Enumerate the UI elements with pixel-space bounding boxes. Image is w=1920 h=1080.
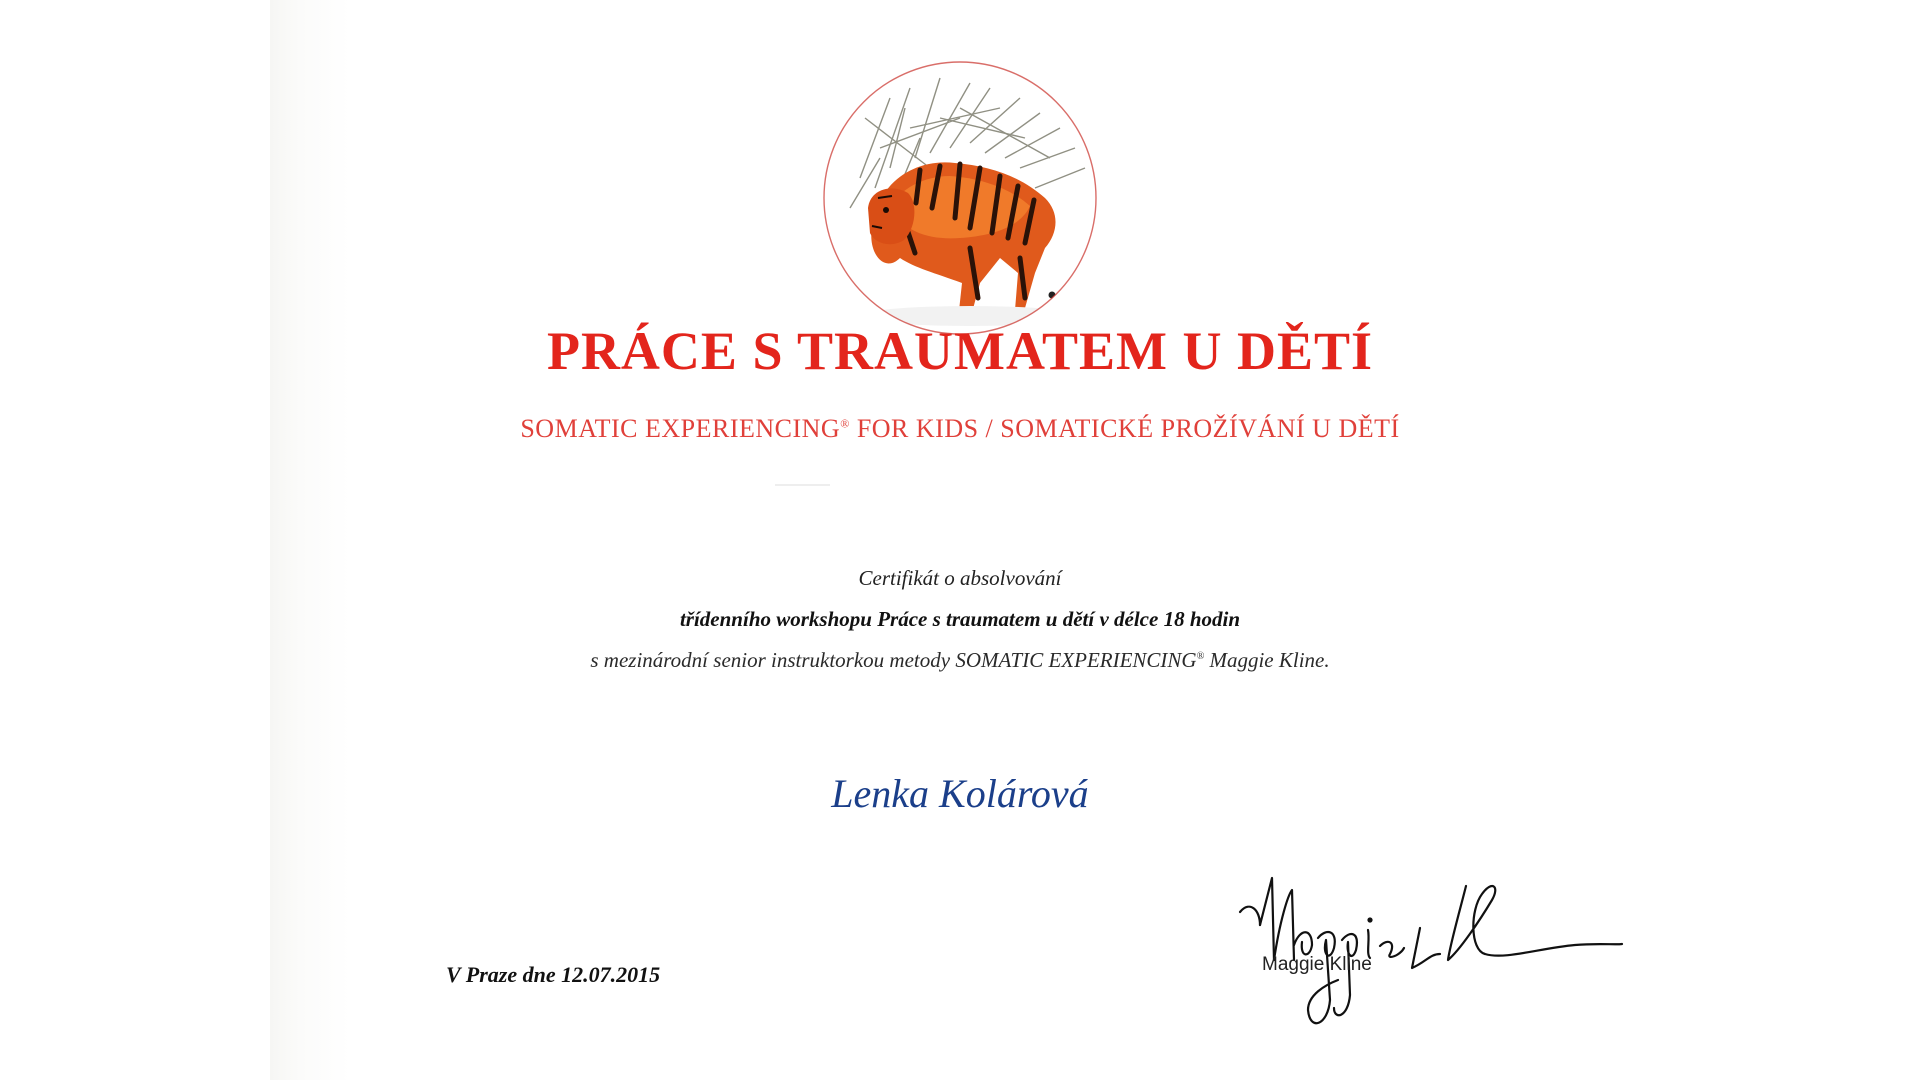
divider <box>775 484 830 486</box>
subtitle-part-2: FOR KIDS / SOMATICKÉ PROŽÍVÁNÍ U DĚTÍ <box>849 414 1400 443</box>
workshop-description: třídenního workshopu Práce s traumatem u dětí v délce 18 hodin <box>679 607 1241 631</box>
instructor-line-part-1: s mezinárodní senior instruktorkou metody SOMATIC EXPERIENCING <box>590 648 1197 672</box>
certificate-subtitle <box>0 414 1920 444</box>
certificate-intro: Certifikát o absolvování <box>858 566 1062 590</box>
place-and-date: V Praze dne 12.07.2015 <box>446 962 661 987</box>
registered-mark: ® <box>840 416 850 431</box>
tiger-emblem-icon <box>820 58 1100 338</box>
registered-mark-2: ® <box>1196 651 1205 662</box>
signature-icon <box>1230 850 1650 1040</box>
subtitle-part-1: SOMATIC EXPERIENCING <box>520 414 841 443</box>
recipient-name: Lenka Kolárová <box>831 771 1089 816</box>
signer-name: Maggie Kline <box>1262 954 1372 975</box>
certificate-title: PRÁCE S TRAUMATEM U DĚTÍ <box>546 321 1374 381</box>
instructor-line-part-2: Maggie Kline. <box>1204 648 1330 672</box>
instructor-line <box>0 648 1920 673</box>
